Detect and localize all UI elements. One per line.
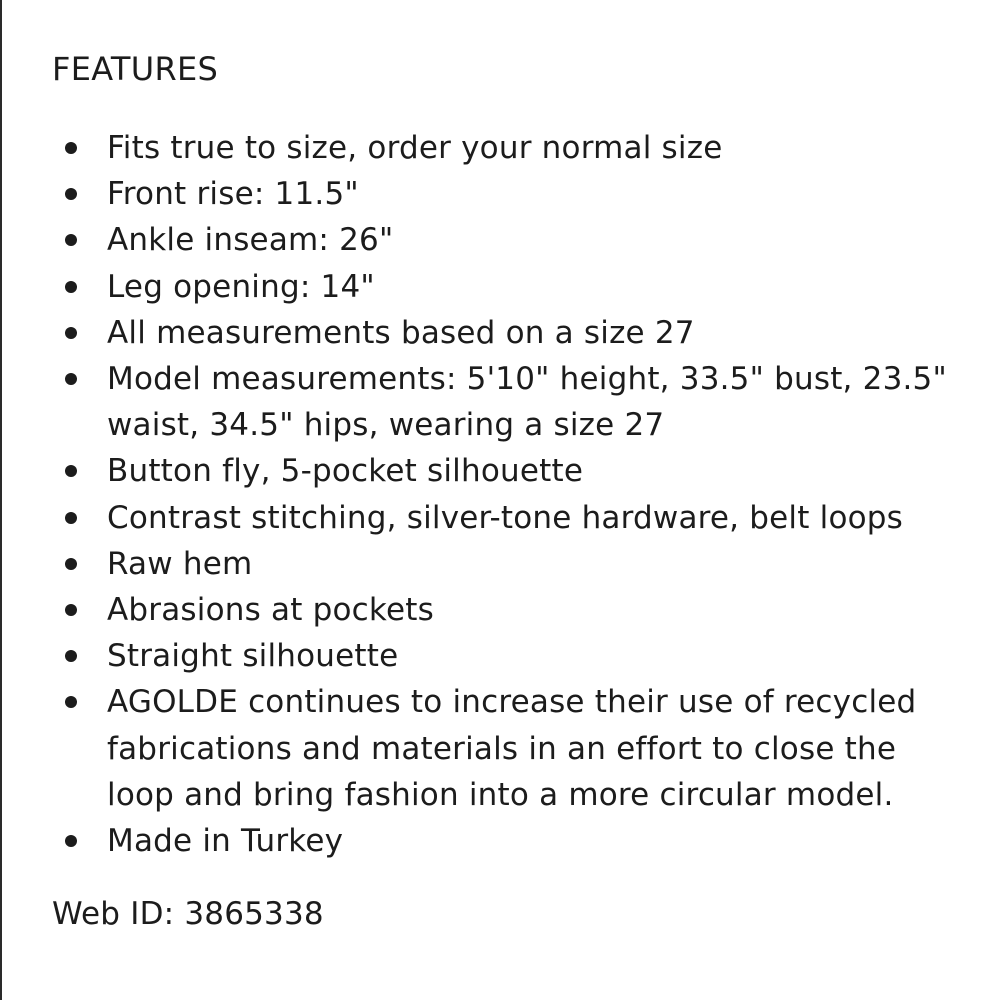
feature-item-origin [62,818,972,864]
bullet-icon [65,373,77,385]
bullet-icon [65,604,77,616]
web-id: Web ID: 3865338 [52,896,324,932]
bullet-icon [65,558,77,570]
bullet-icon [65,281,77,293]
feature-item-button-fly [62,448,972,494]
feature-item-abrasions [62,587,972,633]
bullet-icon [65,696,77,708]
feature-item-measurements-size [62,310,972,356]
feature-item-leg-opening [62,264,972,310]
bullet-icon [65,465,77,477]
feature-text: Front rise: 11.5" [107,176,359,213]
feature-item-ankle-inseam [62,217,972,263]
feature-text: All measurements based on a size 27 [107,314,695,351]
feature-item-front-rise [62,171,972,217]
bullet-icon [65,188,77,200]
bullet-icon [65,142,77,154]
feature-item-model-measurements [62,356,972,448]
features-list [62,125,972,864]
feature-item-recycled-materials [62,679,972,818]
feature-item-stitching [62,495,972,541]
feature-item-fit [62,125,972,171]
features-heading: FEATURES [52,50,219,88]
feature-text: Ankle inseam: 26" [107,222,394,259]
left-border [0,0,2,1000]
feature-text: Leg opening: 14" [107,268,375,305]
bullet-icon [65,234,77,246]
bullet-icon [65,835,77,847]
feature-text: Fits true to size, order your normal size [107,130,723,166]
feature-item-silhouette [62,633,972,679]
feature-text: Raw hem [107,545,253,582]
bullet-icon [65,650,77,662]
bullet-icon [65,327,77,339]
feature-text: AGOLDE continues to increase their use of recycled fabrications and materials in an effort to close the loop and bring fashion into a more circular model. [107,684,917,813]
feature-text: Abrasions at pockets [107,592,434,629]
feature-text: Made in Turkey [107,823,344,860]
feature-item-raw-hem [62,541,972,587]
feature-text: Button fly, 5-pocket silhouette [107,453,584,490]
feature-text: Model measurements: 5'10" height, 33.5" bust, 23.5" waist, 34.5" hips, wearing a size 27 [107,361,947,444]
bullet-icon [65,512,77,524]
feature-text: Straight silhouette [107,638,399,675]
feature-text: Contrast stitching, silver-tone hardware, belt loops [107,499,904,536]
